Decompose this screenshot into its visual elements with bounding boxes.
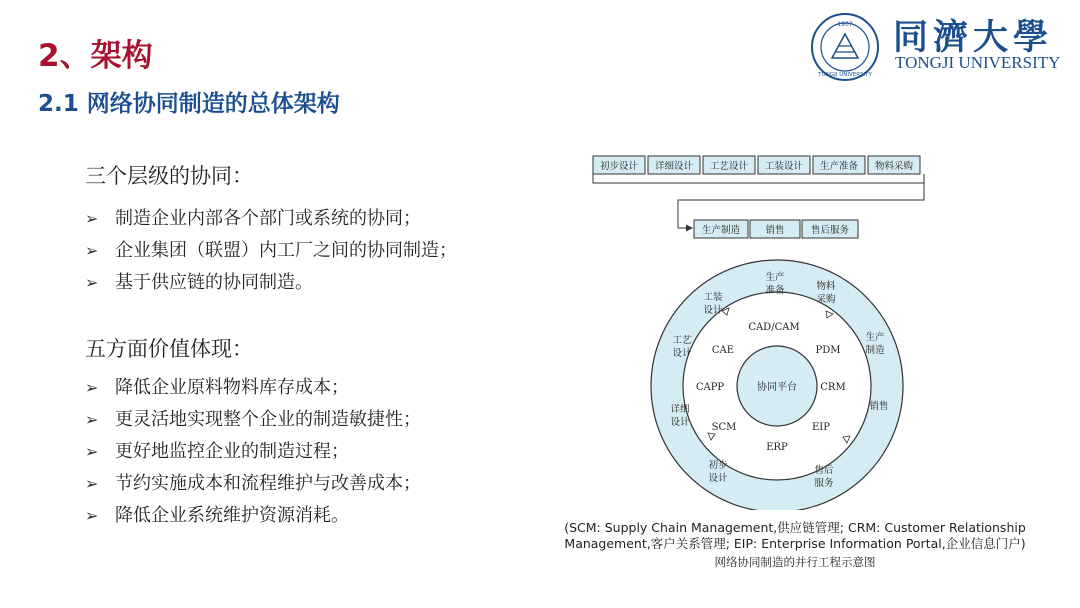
bullet-arrow-icon: ➢ [85, 474, 99, 493]
list-item: ➢ 节约实施成本和流程维护与改善成本； [85, 468, 421, 500]
seal-text: TONGJI UNIVERSITY [818, 72, 872, 78]
subsection-title: 2.1 网络协同制造的总体架构 [38, 91, 340, 117]
section-title: 2、架构 [38, 38, 153, 74]
values-heading: 五方面价值体现： [85, 337, 253, 361]
ring-system-label: PDM [815, 345, 841, 356]
process-label: 初步设计 [599, 161, 639, 172]
ring-stage-label: 服务 [814, 478, 834, 489]
ring-system-label: CRM [820, 382, 846, 393]
ring-stage-label: 设计 [708, 473, 728, 484]
connector-line [593, 174, 924, 183]
ring-system-label: CAPP [695, 382, 725, 393]
process-label: 工装设计 [764, 161, 804, 172]
levels-heading: 三个层级的协同： [85, 164, 253, 188]
ring-stage-label: 准备 [765, 285, 785, 296]
values-list [85, 372, 421, 532]
ring-system-label: CAD/CAM [748, 322, 800, 333]
ring-stage-label: 设计 [672, 348, 692, 359]
bullet-arrow-icon: ➢ [85, 273, 99, 292]
ring-system-label: SCM [711, 422, 737, 433]
bullet-arrow-icon: ➢ [85, 378, 99, 397]
ring-stage-label: 售后 [814, 465, 834, 476]
ring-system-label: EIP [812, 422, 830, 433]
ring-system-label: ERP [766, 442, 788, 453]
diagram-title: 网络协同制造的并行工程示意图 [714, 555, 876, 569]
bullet-arrow-icon: ➢ [85, 241, 99, 260]
ring-stage-label: 设计 [670, 417, 690, 428]
ring-stage-label: 生产 [865, 332, 885, 343]
list-item: ➢ 更灵活地实现整个企业的制造敏捷性； [85, 404, 421, 436]
collaborative-manufacturing-diagram [588, 150, 938, 510]
ring-stage-label: 销售 [869, 401, 889, 412]
ring-stage-label: 物料 [816, 281, 836, 292]
ring-stage-label: 采购 [816, 294, 836, 305]
levels-list [85, 203, 457, 299]
list-item: ➢ 基于供应链的协同制造。 [85, 267, 457, 299]
ring-stage-label: 制造 [865, 345, 885, 356]
list-item: ➢ 更好地监控企业的制造过程； [85, 436, 421, 468]
process-label: 生产准备 [819, 161, 859, 172]
ring-stage-label: 工装 [703, 292, 723, 303]
bullet-arrow-icon: ➢ [85, 209, 99, 228]
bullet-arrow-icon: ➢ [85, 442, 99, 461]
process-label: 生产制造 [701, 225, 741, 236]
ring-system-label: CAE [711, 345, 735, 356]
process-label: 工艺设计 [709, 161, 749, 172]
university-name-en: TONGJI UNIVERSITY [895, 53, 1061, 72]
process-label: 销售 [765, 225, 785, 236]
process-label: 详细设计 [654, 161, 694, 172]
bullet-arrow-icon: ➢ [85, 506, 99, 525]
ring-stage-label: 工艺 [672, 335, 692, 346]
seal-year: 1907 [837, 21, 853, 28]
list-item: ➢ 降低企业系统维护资源消耗。 [85, 500, 421, 532]
bullet-arrow-icon: ➢ [85, 410, 99, 429]
center-label: 协同平台 [757, 382, 797, 393]
ring-stage-label: 生产 [765, 272, 785, 283]
list-item: ➢ 制造企业内部各个部门或系统的协同； [85, 203, 457, 235]
university-name-cn: 同濟大學 [893, 17, 1054, 58]
top-process-row [593, 156, 920, 174]
ring-stage-label: 初步 [708, 460, 728, 471]
ring-stage-label: 详细 [670, 404, 690, 415]
university-seal-icon [810, 12, 880, 82]
list-item: ➢ 企业集团（联盟）内工厂之间的协同制造； [85, 235, 457, 267]
ring-stage-label: 设计 [703, 305, 723, 316]
diagram-caption: (SCM: Supply Chain Management,供应链管理; CRM: Customer Relationship Management,客户关系管理; EIP: Enterprise Information Portal,企业信息门户) [564, 520, 1026, 551]
process-label: 售后服务 [810, 225, 850, 236]
list-item: ➢ 降低企业原料物料库存成本； [85, 372, 421, 404]
process-label: 物料采购 [874, 161, 914, 172]
